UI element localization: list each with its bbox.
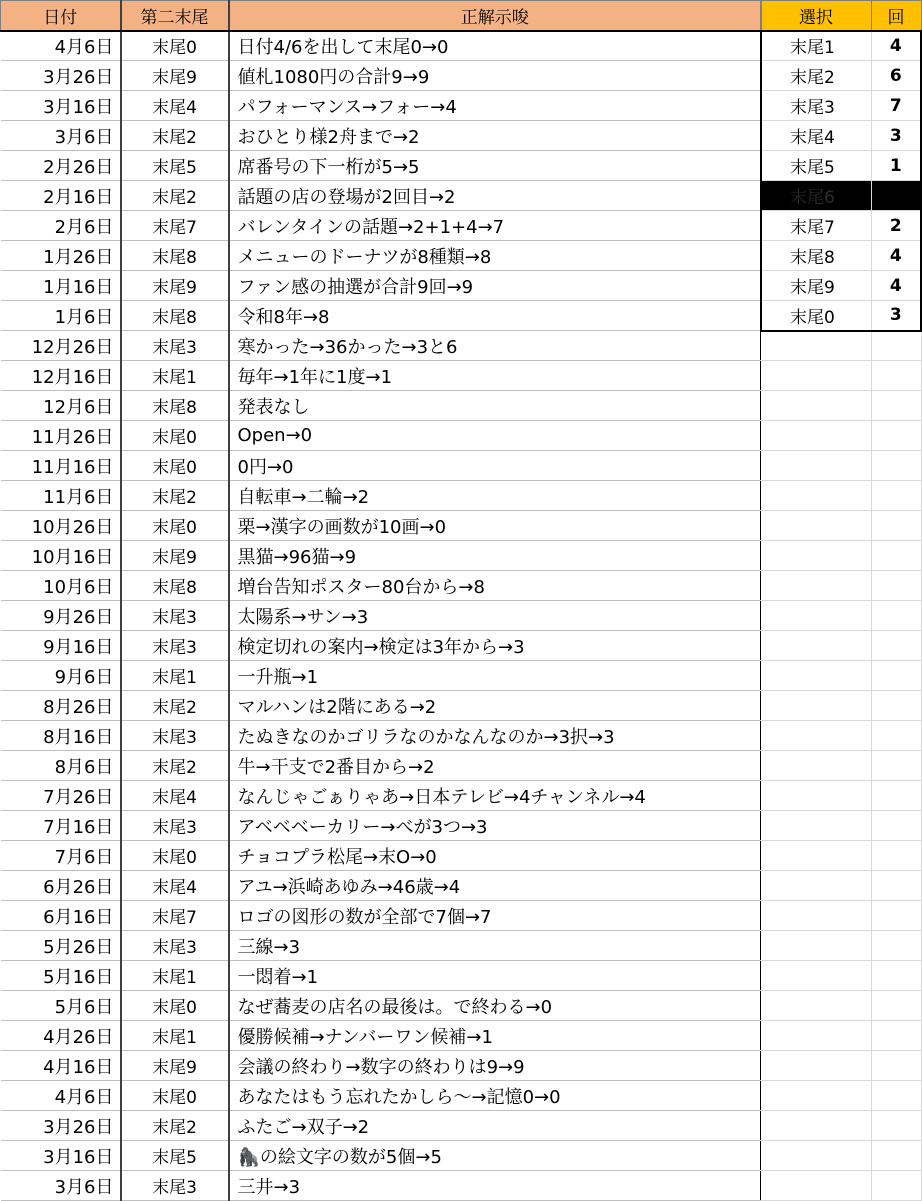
table-row: [1, 511, 761, 541]
date-cell[interactable]: 6月26日: [1, 871, 121, 901]
date-cell[interactable]: 2月6日: [1, 211, 121, 241]
hint-cell[interactable]: 一升瓶→1: [229, 661, 761, 691]
date-cell[interactable]: 7月6日: [1, 841, 121, 871]
date-cell[interactable]: 5月26日: [1, 931, 121, 961]
table-row: [1, 691, 761, 721]
empty-cell[interactable]: [871, 1081, 921, 1111]
date-cell[interactable]: 10月6日: [1, 571, 121, 601]
hint-cell[interactable]: 日付4/6を出して末尾0→0: [229, 31, 761, 61]
mark-cell[interactable]: 末尾3: [121, 601, 229, 631]
date-cell[interactable]: 9月26日: [1, 601, 121, 631]
date-cell[interactable]: 4月6日: [1, 1081, 121, 1111]
table-row: [1, 121, 761, 151]
empty-cell[interactable]: [761, 1081, 871, 1111]
hint-cell[interactable]: おひとり様2舟まで→2: [229, 121, 761, 151]
empty-cell[interactable]: [871, 451, 921, 481]
empty-cell[interactable]: [761, 691, 871, 721]
empty-cell[interactable]: [761, 991, 871, 1021]
mark-cell[interactable]: 末尾9: [121, 271, 229, 301]
empty-grid-row: [761, 571, 921, 601]
empty-grid-row: [761, 721, 921, 751]
table-row: [1, 241, 761, 271]
empty-grid-row: [761, 961, 921, 991]
date-cell[interactable]: 11月6日: [1, 481, 121, 511]
tally-count-cell[interactable]: 4: [871, 241, 921, 271]
empty-grid-row: [761, 1051, 921, 1081]
tally-row: [761, 61, 921, 91]
date-cell[interactable]: 12月26日: [1, 331, 121, 361]
empty-cell[interactable]: [761, 511, 871, 541]
empty-cell[interactable]: [761, 361, 871, 391]
mark-cell[interactable]: 末尾3: [121, 811, 229, 841]
date-cell[interactable]: 8月6日: [1, 751, 121, 781]
table-row: [1, 751, 761, 781]
hint-cell[interactable]: ファン感の抽選が合計9回→9: [229, 271, 761, 301]
hint-table-header-row: [1, 1, 761, 31]
empty-cell[interactable]: [871, 601, 921, 631]
date-cell[interactable]: 1月26日: [1, 241, 121, 271]
date-cell[interactable]: 6月16日: [1, 901, 121, 931]
tally-count-cell[interactable]: 3: [871, 121, 921, 151]
table-row: [1, 811, 761, 841]
empty-cell[interactable]: [761, 811, 871, 841]
mark-cell[interactable]: 末尾0: [121, 421, 229, 451]
hint-cell[interactable]: 値札1080円の合計9→9: [229, 61, 761, 91]
empty-cell[interactable]: [871, 721, 921, 751]
empty-grid-row: [761, 421, 921, 451]
empty-grid-row: [761, 601, 921, 631]
empty-cell[interactable]: [871, 931, 921, 961]
date-cell[interactable]: 10月26日: [1, 511, 121, 541]
table-row: [1, 61, 761, 91]
empty-cell[interactable]: [871, 811, 921, 841]
mark-cell[interactable]: 末尾3: [121, 721, 229, 751]
date-cell[interactable]: 5月16日: [1, 961, 121, 991]
tally-row: [761, 31, 921, 61]
mark-cell[interactable]: 末尾4: [121, 871, 229, 901]
mark-cell[interactable]: 末尾2: [121, 691, 229, 721]
empty-cell[interactable]: [871, 331, 921, 361]
table-row: [1, 571, 761, 601]
table-row: [1, 1051, 761, 1081]
tally-count-cell[interactable]: 2: [871, 211, 921, 241]
date-cell[interactable]: 4月26日: [1, 1021, 121, 1051]
table-row: [1, 1171, 761, 1201]
tally-label-cell[interactable]: 末尾0: [761, 301, 871, 331]
mark-cell[interactable]: 末尾8: [121, 301, 229, 331]
empty-grid-row: [761, 1111, 921, 1141]
empty-cell[interactable]: [761, 841, 871, 871]
tally-row: [761, 301, 921, 331]
empty-cell[interactable]: [871, 751, 921, 781]
hint-cell[interactable]: 話題の店の登場が2回目→2: [229, 181, 761, 211]
date-cell[interactable]: 2月26日: [1, 151, 121, 181]
hint-cell[interactable]: 会議の終わり→数字の終わりは9→9: [229, 1051, 761, 1081]
hint-cell[interactable]: 優勝候補→ナンバーワン候補→1: [229, 1021, 761, 1051]
hint-cell[interactable]: なんじゃごぁりゃあ→日本テレビ→4チャンネル→4: [229, 781, 761, 811]
tally-row: [761, 271, 921, 301]
hint-cell[interactable]: 自転車→二輪→2: [229, 481, 761, 511]
hint-cell[interactable]: 増台告知ポスター80台から→8: [229, 571, 761, 601]
date-cell[interactable]: 12月16日: [1, 361, 121, 391]
hint-cell[interactable]: チョコプラ松尾→末O→0: [229, 841, 761, 871]
hint-cell[interactable]: なぜ蕎麦の店名の最後は。で終わる→0: [229, 991, 761, 1021]
table-row: [1, 961, 761, 991]
empty-grid-row: [761, 901, 921, 931]
mark-cell[interactable]: 末尾8: [121, 571, 229, 601]
date-cell[interactable]: 8月16日: [1, 721, 121, 751]
hint-cell[interactable]: 栗→漢字の画数が10画→0: [229, 511, 761, 541]
hint-cell[interactable]: 牛→干支で2番目から→2: [229, 751, 761, 781]
tally-label-cell[interactable]: 末尾7: [761, 211, 871, 241]
empty-grid-row: [761, 1081, 921, 1111]
hint-cell[interactable]: 寒かった→36かった→3と6: [229, 331, 761, 361]
table-row: [1, 661, 761, 691]
empty-cell[interactable]: [761, 451, 871, 481]
table-row: [1, 481, 761, 511]
mark-cell[interactable]: 末尾1: [121, 961, 229, 991]
empty-cell[interactable]: [761, 721, 871, 751]
hint-cell[interactable]: バレンタインの話題→2+1+4→7: [229, 211, 761, 241]
date-cell[interactable]: 1月6日: [1, 301, 121, 331]
tally-count-cell[interactable]: 6: [871, 61, 921, 91]
hint-cell[interactable]: たぬきなのかゴリラなのかなんなのか→3択→3: [229, 721, 761, 751]
empty-grid-row: [761, 481, 921, 511]
empty-cell[interactable]: [871, 781, 921, 811]
empty-cell[interactable]: [761, 1021, 871, 1051]
table-row: [1, 271, 761, 301]
table-row: [1, 781, 761, 811]
date-cell[interactable]: 12月6日: [1, 391, 121, 421]
tally-label-cell[interactable]: 末尾9: [761, 271, 871, 301]
empty-cell[interactable]: [761, 481, 871, 511]
empty-grid-row: [761, 661, 921, 691]
hint-cell[interactable]: 黒猫→96猫→9: [229, 541, 761, 571]
hint-cell[interactable]: アユ→浜崎あゆみ→46歳→4: [229, 871, 761, 901]
empty-grid-row: [761, 631, 921, 661]
hint-column-header[interactable]: 正解示唆: [229, 1, 761, 31]
table-row: [1, 211, 761, 241]
date-cell[interactable]: 8月26日: [1, 691, 121, 721]
date-cell[interactable]: 2月16日: [1, 181, 121, 211]
mark-cell[interactable]: 末尾8: [121, 241, 229, 271]
hint-cell[interactable]: 太陽系→サン→3: [229, 601, 761, 631]
empty-cell[interactable]: [871, 691, 921, 721]
table-row: [1, 991, 761, 1021]
empty-cell[interactable]: [761, 751, 871, 781]
empty-cell[interactable]: [871, 841, 921, 871]
date-cell[interactable]: 1月16日: [1, 271, 121, 301]
empty-grid-row: [761, 331, 921, 361]
empty-grid-row: [761, 361, 921, 391]
empty-grid-row: [761, 541, 921, 571]
table-row: [1, 451, 761, 481]
table-row: [1, 391, 761, 421]
empty-cell[interactable]: [761, 571, 871, 601]
empty-cell[interactable]: [761, 901, 871, 931]
mark-cell[interactable]: 末尾3: [121, 631, 229, 661]
table-row: [1, 301, 761, 331]
empty-grid-row: [761, 391, 921, 421]
table-row: [1, 331, 761, 361]
empty-cell[interactable]: [761, 661, 871, 691]
hint-cell[interactable]: 発表なし: [229, 391, 761, 421]
tally-label-cell[interactable]: 末尾8: [761, 241, 871, 271]
empty-cell[interactable]: [871, 1171, 921, 1201]
empty-cell[interactable]: [761, 1171, 871, 1201]
choice-column-header[interactable]: 選択: [761, 1, 871, 31]
hint-cell[interactable]: 🦍の絵文字の数が5個→5: [229, 1141, 761, 1171]
mark-cell[interactable]: 末尾2: [121, 751, 229, 781]
hint-cell[interactable]: 三線→3: [229, 931, 761, 961]
mark-cell[interactable]: 末尾0: [121, 1081, 229, 1111]
hint-cell[interactable]: 席番号の下一桁が5→5: [229, 151, 761, 181]
tally-row: [761, 181, 921, 211]
empty-cell[interactable]: [871, 1021, 921, 1051]
hint-cell[interactable]: ロゴの図形の数が全部で7個→7: [229, 901, 761, 931]
hint-cell[interactable]: 三井→3: [229, 1171, 761, 1201]
mark-cell[interactable]: 末尾3: [121, 331, 229, 361]
tally-count-cell[interactable]: 4: [871, 31, 921, 61]
mark-cell[interactable]: 末尾5: [121, 1141, 229, 1171]
table-row: [1, 631, 761, 661]
tally-count-cell[interactable]: 7: [871, 91, 921, 121]
table-row: [1, 721, 761, 751]
hint-cell[interactable]: 0円→0: [229, 451, 761, 481]
hint-cell[interactable]: 検定切れの案内→検定は3年から→3: [229, 631, 761, 661]
tally-row: [761, 151, 921, 181]
hint-cell[interactable]: 令和8年→8: [229, 301, 761, 331]
table-row: [1, 601, 761, 631]
table-row: [1, 361, 761, 391]
table-row: [1, 151, 761, 181]
mark-cell[interactable]: 末尾9: [121, 1051, 229, 1081]
table-row: [1, 421, 761, 451]
hint-cell[interactable]: 一悶着→1: [229, 961, 761, 991]
empty-cell[interactable]: [761, 631, 871, 661]
date-cell[interactable]: 7月26日: [1, 781, 121, 811]
empty-cell[interactable]: [871, 901, 921, 931]
tally-label-cell[interactable]: 末尾1: [761, 31, 871, 61]
tally-table-body: [761, 31, 921, 1201]
empty-cell[interactable]: [871, 961, 921, 991]
mark-cell[interactable]: 末尾3: [121, 1171, 229, 1201]
tally-count-cell[interactable]: 3: [871, 301, 921, 331]
empty-cell[interactable]: [761, 1111, 871, 1141]
hint-cell[interactable]: 毎年→1年に1度→1: [229, 361, 761, 391]
empty-cell[interactable]: [871, 871, 921, 901]
empty-cell[interactable]: [761, 931, 871, 961]
tally-label-cell[interactable]: 末尾4: [761, 121, 871, 151]
mark-cell[interactable]: 末尾1: [121, 361, 229, 391]
tally-count-cell[interactable]: 1: [871, 151, 921, 181]
tally-row: [761, 91, 921, 121]
empty-cell[interactable]: [761, 961, 871, 991]
mark-cell[interactable]: 末尾9: [121, 541, 229, 571]
empty-grid-row: [761, 781, 921, 811]
empty-cell[interactable]: [761, 871, 871, 901]
empty-cell[interactable]: [871, 541, 921, 571]
empty-cell[interactable]: [871, 991, 921, 1021]
date-cell[interactable]: 3月16日: [1, 91, 121, 121]
mark-cell[interactable]: 末尾2: [121, 121, 229, 151]
date-cell[interactable]: 3月26日: [1, 61, 121, 91]
table-row: [1, 871, 761, 901]
date-cell[interactable]: 4月16日: [1, 1051, 121, 1081]
date-cell[interactable]: 4月6日: [1, 31, 121, 61]
date-cell[interactable]: 3月26日: [1, 1111, 121, 1141]
empty-grid-row: [761, 841, 921, 871]
table-row: [1, 91, 761, 121]
hint-cell[interactable]: アベベベーカリー→べが3つ→3: [229, 811, 761, 841]
empty-grid-row: [761, 751, 921, 781]
table-row: [1, 1141, 761, 1171]
tally-row: [761, 241, 921, 271]
empty-grid-row: [761, 511, 921, 541]
table-row: [1, 1021, 761, 1051]
date-cell[interactable]: 7月16日: [1, 811, 121, 841]
date-cell[interactable]: 5月6日: [1, 991, 121, 1021]
empty-grid-row: [761, 1141, 921, 1171]
tally-label-cell[interactable]: 末尾2: [761, 61, 871, 91]
empty-grid-row: [761, 691, 921, 721]
tally-label-cell[interactable]: 末尾3: [761, 91, 871, 121]
empty-grid-row: [761, 931, 921, 961]
empty-grid-row: [761, 1171, 921, 1201]
mark-cell[interactable]: 末尾5: [121, 151, 229, 181]
table-row: [1, 31, 761, 61]
date-column-header[interactable]: 日付: [1, 1, 121, 31]
empty-grid-row: [761, 811, 921, 841]
tally-table: [760, 0, 922, 1201]
empty-grid-row: [761, 1021, 921, 1051]
empty-cell[interactable]: [871, 661, 921, 691]
mark-cell[interactable]: 末尾0: [121, 451, 229, 481]
mark-cell[interactable]: 末尾0: [121, 31, 229, 61]
hint-cell[interactable]: あなたはもう忘れたかしら～→記憶0→0: [229, 1081, 761, 1111]
date-cell[interactable]: 3月16日: [1, 1141, 121, 1171]
empty-cell[interactable]: [761, 781, 871, 811]
tally-count-cell[interactable]: 4: [871, 271, 921, 301]
mark-cell[interactable]: 末尾2: [121, 181, 229, 211]
table-row: [1, 901, 761, 931]
empty-cell[interactable]: [871, 361, 921, 391]
hint-cell[interactable]: マルハンは2階にある→2: [229, 691, 761, 721]
date-cell[interactable]: 11月16日: [1, 451, 121, 481]
table-row: [1, 1081, 761, 1111]
date-cell[interactable]: 9月6日: [1, 661, 121, 691]
empty-cell[interactable]: [761, 1141, 871, 1171]
mark-cell[interactable]: 末尾9: [121, 61, 229, 91]
empty-cell[interactable]: [761, 421, 871, 451]
hint-table-body: [1, 31, 761, 1201]
mark-cell[interactable]: 末尾4: [121, 91, 229, 121]
tally-row: [761, 121, 921, 151]
empty-cell[interactable]: [871, 571, 921, 601]
mark-cell[interactable]: 末尾0: [121, 841, 229, 871]
tally-count-cell[interactable]: [871, 181, 921, 211]
date-cell[interactable]: 3月6日: [1, 1171, 121, 1201]
date-cell[interactable]: 9月16日: [1, 631, 121, 661]
hint-cell[interactable]: Open→0: [229, 421, 761, 451]
mark-cell[interactable]: 末尾7: [121, 901, 229, 931]
hint-cell[interactable]: メニューのドーナツが8種類→8: [229, 241, 761, 271]
empty-cell[interactable]: [761, 391, 871, 421]
empty-cell[interactable]: [871, 1111, 921, 1141]
mark-cell[interactable]: 末尾1: [121, 661, 229, 691]
empty-grid-row: [761, 991, 921, 1021]
empty-cell[interactable]: [871, 421, 921, 451]
hint-cell[interactable]: ふたご→双子→2: [229, 1111, 761, 1141]
table-row: [1, 541, 761, 571]
empty-grid-row: [761, 871, 921, 901]
date-cell[interactable]: 10月16日: [1, 541, 121, 571]
hint-cell[interactable]: パフォーマンス→フォー→4: [229, 91, 761, 121]
empty-cell[interactable]: [871, 511, 921, 541]
tally-label-cell[interactable]: 末尾5: [761, 151, 871, 181]
mark-cell[interactable]: 末尾2: [121, 1111, 229, 1141]
mark-cell[interactable]: 末尾0: [121, 511, 229, 541]
mark-column-header[interactable]: 第二末尾: [121, 1, 229, 31]
date-cell[interactable]: 3月6日: [1, 121, 121, 151]
empty-cell[interactable]: [761, 601, 871, 631]
empty-cell[interactable]: [761, 541, 871, 571]
empty-cell[interactable]: [871, 391, 921, 421]
mark-cell[interactable]: 末尾8: [121, 391, 229, 421]
date-cell[interactable]: 11月26日: [1, 421, 121, 451]
mark-cell[interactable]: 末尾7: [121, 211, 229, 241]
table-row: [1, 1111, 761, 1141]
tally-row: [761, 211, 921, 241]
table-row: [1, 841, 761, 871]
mark-cell[interactable]: 末尾2: [121, 481, 229, 511]
empty-cell[interactable]: [871, 1051, 921, 1081]
tally-label-cell[interactable]: 末尾6: [761, 181, 871, 211]
mark-cell[interactable]: 末尾1: [121, 1021, 229, 1051]
tally-table-header-row: [761, 1, 921, 31]
empty-cell[interactable]: [871, 1141, 921, 1171]
empty-cell[interactable]: [761, 331, 871, 361]
empty-cell[interactable]: [871, 631, 921, 661]
mark-cell[interactable]: 末尾3: [121, 931, 229, 961]
empty-grid-row: [761, 451, 921, 481]
count-column-header[interactable]: 回: [871, 1, 921, 31]
mark-cell[interactable]: 末尾4: [121, 781, 229, 811]
empty-cell[interactable]: [761, 1051, 871, 1081]
empty-cell[interactable]: [871, 481, 921, 511]
mark-cell[interactable]: 末尾0: [121, 991, 229, 1021]
table-row: [1, 181, 761, 211]
table-row: [1, 931, 761, 961]
